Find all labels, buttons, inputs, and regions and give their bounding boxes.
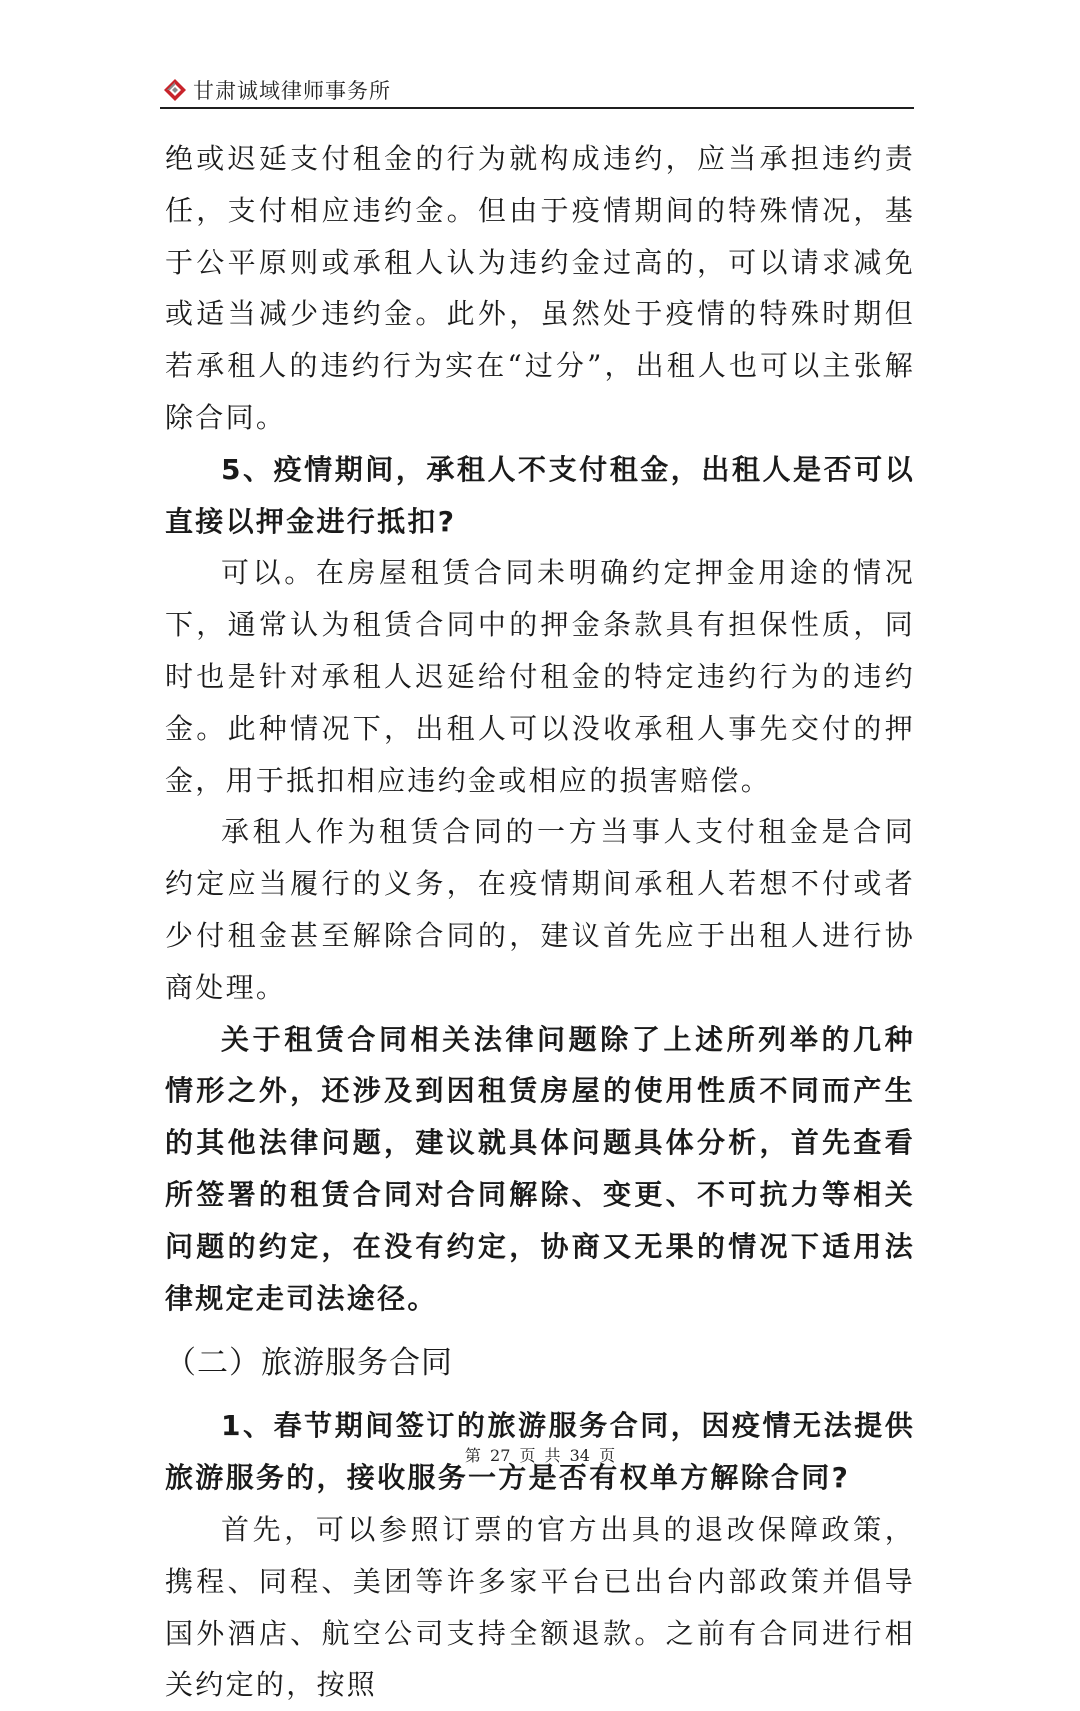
question-5-heading: 5、疫情期间，承租人不支付租金，出租人是否可以直接以押金进行抵扣?	[165, 452, 915, 538]
section-heading-travel-contract: （二）旅游服务合同	[165, 1345, 453, 1382]
firm-logo-icon	[163, 78, 187, 102]
paragraph-tenant-obligation: 承租人作为租赁合同的一方当事人支付租金是合同约定应当履行的义务，在疫情期间承租人若想不付或者少付租金甚至解除合同的，建议首先应于出租人进行协商处理。	[165, 815, 915, 1004]
document-body	[165, 133, 915, 1711]
header-divider	[160, 107, 914, 109]
page-number: 第 27 页 共 34 页	[464, 1446, 616, 1465]
paragraph-refund-policy: 首先，可以参照订票的官方出具的退改保障政策，携程、同程、美团等许多家平台已出台内部政策并倡导国外酒店、航空公司支持全额退款。之前有合同进行相关约定的，按照	[165, 1512, 915, 1702]
paragraph-deposit-answer: 可以。在房屋租赁合同未明确约定押金用途的情况下，通常认为租赁合同中的押金条款具有担保性质，同时也是针对承租人迟延给付租金的特定违约行为的违约金。此种情况下，出租人可以没收承租人事先交付的押金，用于抵扣相应违约金或相应的损害赔偿。	[165, 556, 915, 797]
question-1-heading: 1、春节期间签订的旅游服务合同，因疫情无法提供旅游服务的，接收服务一方是否有权单方解除合同?	[165, 1409, 915, 1495]
page-header	[163, 74, 913, 106]
firm-name: 甘肃诚域律师事务所	[193, 79, 391, 103]
paragraph-summary: 关于租赁合同相关法律问题除了上述所列举的几种情形之外，还涉及到因租赁房屋的使用性质不同而产生的其他法律问题，建议就具体问题具体分析，首先查看所签署的租赁合同对合同解除、变更、不可抗力等相关问题的约定，在没有约定，协商又无果的情况下适用法律规定走司法途径。	[165, 1022, 915, 1315]
paragraph-continuation: 绝或迟延支付租金的行为就构成违约，应当承担违约责任，支付相应违约金。但由于疫情期间的特殊情况，基于公平原则或承租人认为违约金过高的，可以请求减免或适当减少违约金。此外，虽然处于疫情的特殊时期但若承租人的违约行为实在“过分”，出租人也可以主张解除合同。	[165, 142, 915, 434]
